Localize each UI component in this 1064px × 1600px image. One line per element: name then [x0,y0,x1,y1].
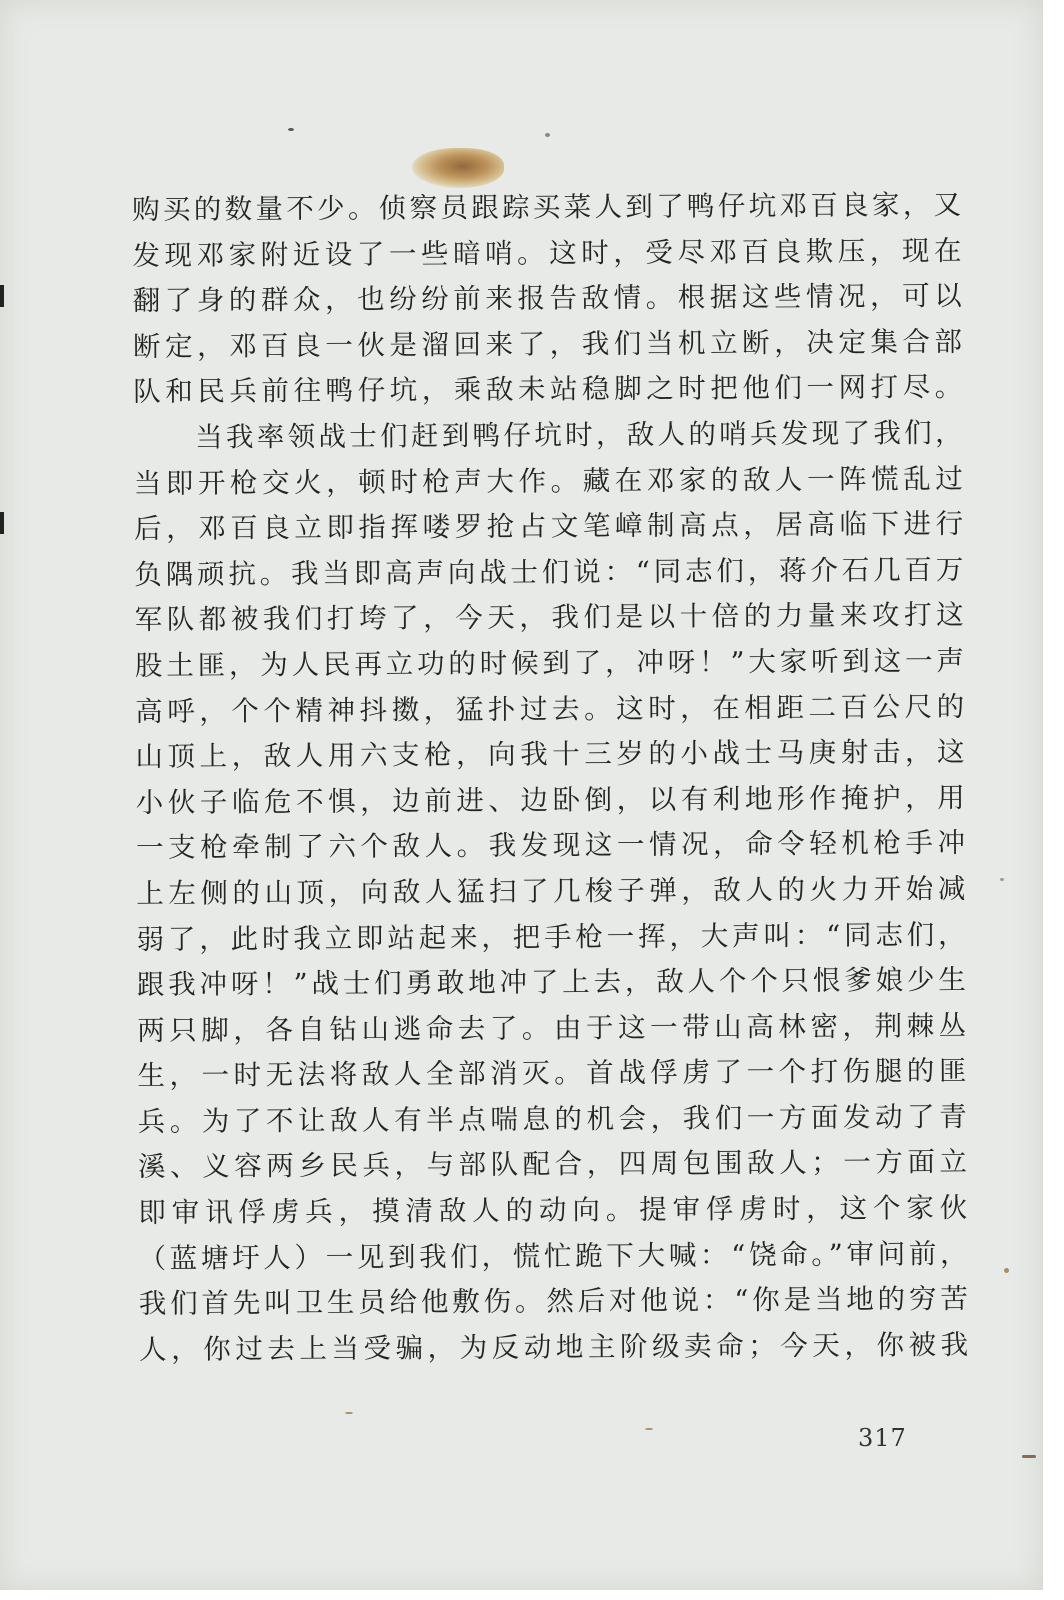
dust-speck [345,1412,353,1414]
text-line: 翻了身的群众，也纷纷前来报告敌情。根据这些情况，可以 [132,280,963,318]
text-line: 当即开枪交火，顿时枪声大作。藏在邓家的敌人一阵慌乱过 [133,462,964,500]
paper-stain [412,148,504,188]
text-line: 两只脚，各自钻山逃命去了。由于这一带山高林密，荆棘丛 [137,1009,968,1047]
text-line: 即审讯俘虏兵，摸清敌人的动向。提审俘虏时，这个家伙 [138,1191,969,1230]
text-line: 小伙子临危不惧，边前进、边卧倒，以有利地形作掩护，用 [135,781,966,819]
text-line: 当我率领战士们赶到鸭仔坑时，敌人的哨兵发现了我们， [133,416,964,454]
text-line: 一支枪牵制了六个敌人。我发现这一情况，命令轻机枪手冲 [135,827,967,865]
body-text [132,183,969,1373]
text-line: 弱了，此时我立即站起来，把手枪一挥，大声叫：“同志们， [136,918,967,956]
text-line: 断定，邓百良一伙是溜回来了，我们当机立断，决定集合部 [132,325,964,363]
text-line: 军队都被我们打垮了，今天，我们是以十倍的力量来攻打这 [134,599,965,637]
dust-speck [545,133,550,137]
text-line: 队和民兵前往鸭仔坑，乘敌未站稳脚之时把他们一网打尽。 [133,371,964,409]
binding-mark [0,285,4,307]
text-line: 负隅顽抗。我当即高声向战士们说：“同志们，蒋介石几百万 [134,553,965,591]
text-line: 跟我冲呀！”战士们勇敢地冲了上去，敌人个个只恨爹娘少生 [136,964,967,1002]
text-line: 人，你过去上当受骗，为反动地主阶级卖命；今天，你被我 [138,1328,970,1366]
text-line: 股土匪，为人民再立功的时候到了，冲呀！”大家听到这一声 [134,644,966,682]
text-line: 发现邓家附近设了一些暗哨。这时，受尽邓百良欺压，现在 [132,234,963,272]
text-line: （蓝塘圩人）一见到我们，慌忙跪下大喊：“饶命。”审问前， [138,1237,969,1275]
text-line: 生，一时无法将敌人全部消灭。首战俘虏了一个打伤腿的匪 [137,1055,968,1093]
dust-speck [288,128,294,131]
text-line: 上左侧的山顶，向敌人猛扫了几梭子弹，敌人的火力开始减 [136,872,967,910]
text-line: 后，邓百良立即指挥喽罗抢占文笔嶂制高点，居高临下进行 [133,508,965,546]
text-line: 我们首先叫卫生员给他敷伤。然后对他说：“你是当地的穷苦 [138,1283,969,1321]
dust-speck [1004,1268,1009,1273]
text-line: 高呼，个个精神抖擞，猛扑过去。这时，在相距二百公尺的 [135,690,966,728]
text-line: 溪、义容两乡民兵，与部队配合，四周包围敌人；一方面立 [137,1146,969,1184]
page-number: 317 [858,1424,907,1452]
dust-speck [1022,1455,1036,1458]
binding-mark [0,512,4,534]
text-line: 购买的数量不少。侦察员跟踪买菜人到了鸭仔坑邓百良家，又 [132,188,963,226]
dust-speck [1000,878,1004,881]
text-line: 兵。为了不让敌人有半点喘息的机会，我们一方面发动了青 [137,1100,968,1138]
dust-speck [645,1428,653,1430]
text-line: 山顶上，敌人用六支枪，向我十三岁的小战士马庚射击，这 [135,736,966,774]
